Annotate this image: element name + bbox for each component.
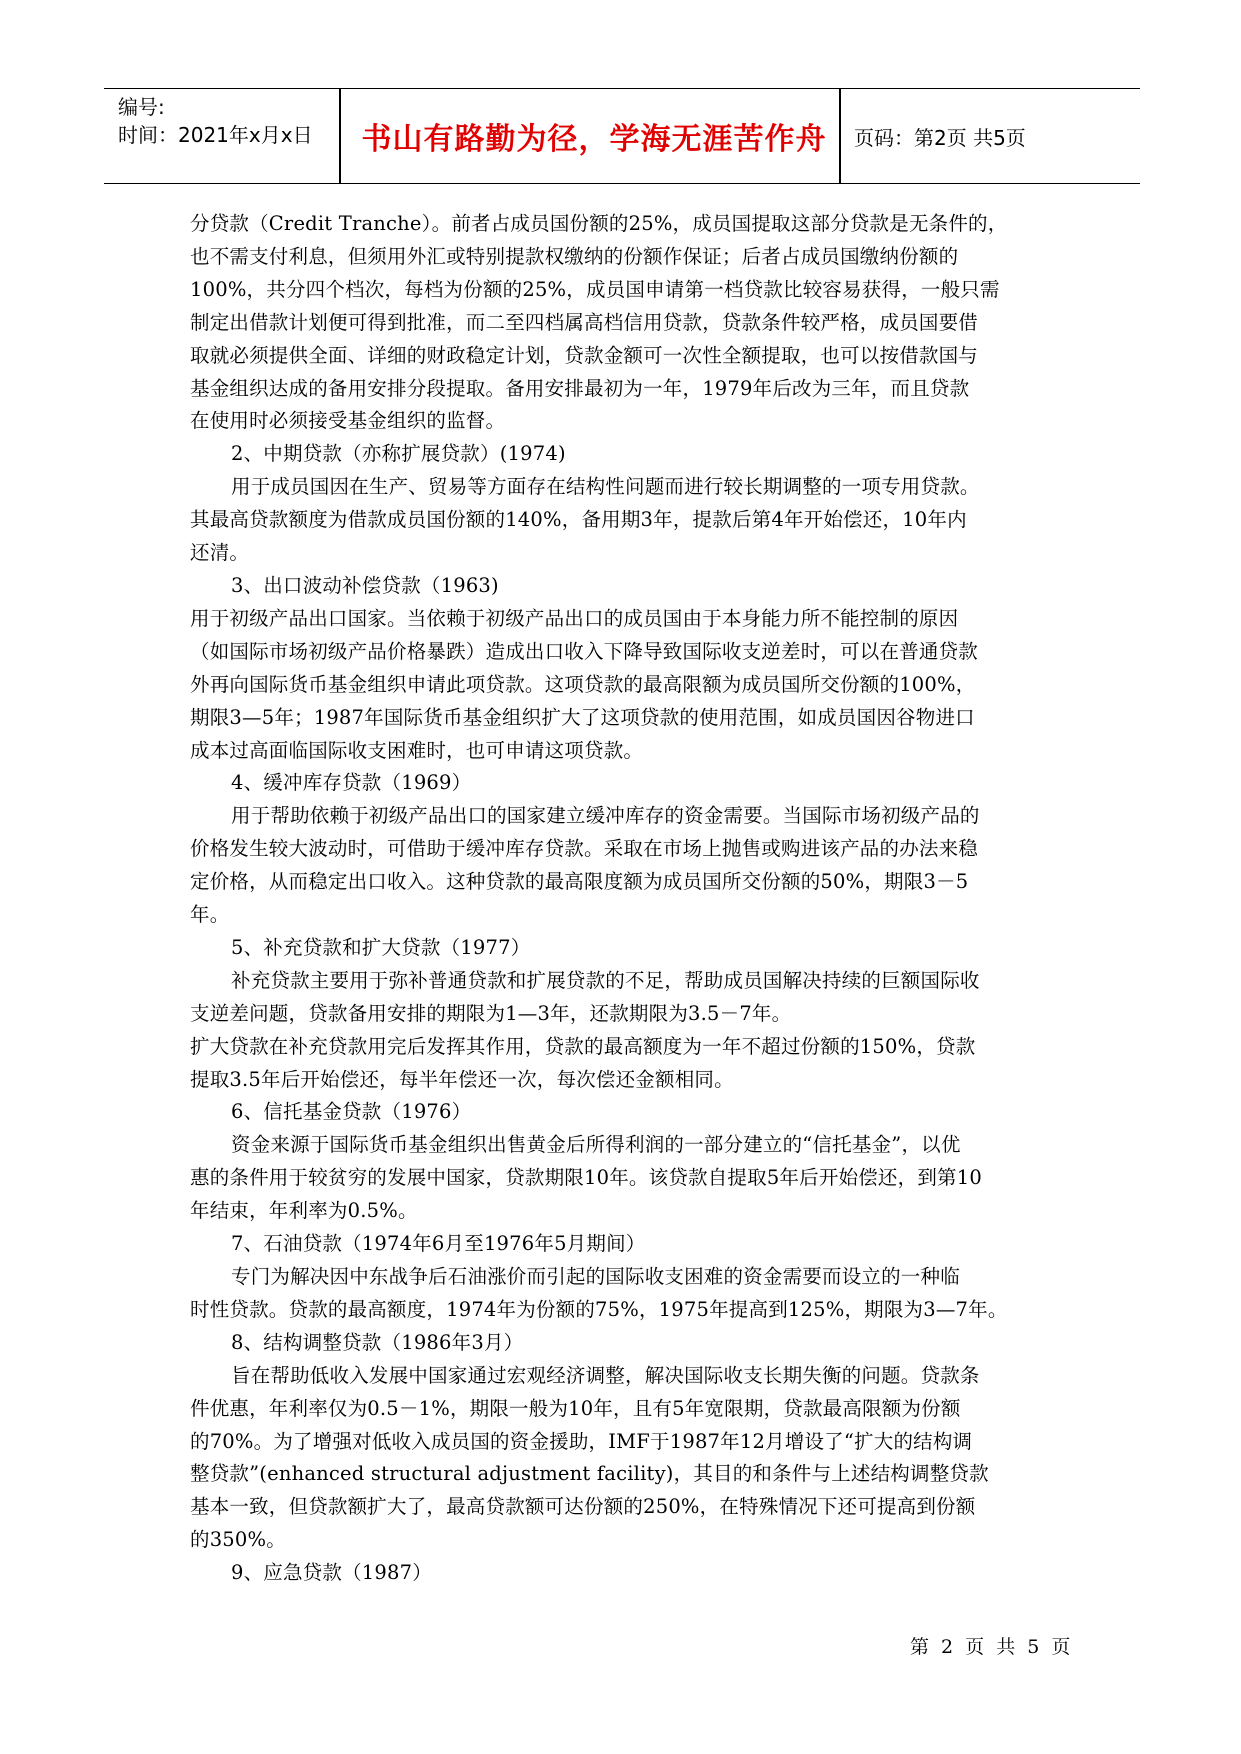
body-line: 的70%。为了增强对低收入成员国的资金援助，IMF于1987年12月增设了“扩大的结构调 [190,1429,973,1453]
body-line: 补充贷款主要用于弥补普通贷款和扩展贷款的不足，帮助成员国解决持续的巨额国际收 [231,968,980,992]
body-line: 基金组织达成的备用安排分段提取。备用安排最初为一年，1979年后改为三年，而且贷款 [190,376,970,400]
body-line: 用于帮助依赖于初级产品出口的国家建立缓冲库存的资金需要。当国际市场初级产品的 [231,804,980,828]
body-line: 整贷款”(enhanced structural adjustment facility)，其目的和条件与上述结构调整贷款 [190,1462,989,1486]
section-heading: 6、信托基金贷款（1976） [231,1100,472,1124]
body-line: 提取3.5年后开始偿还，每半年偿还一次，每次偿还金额相同。 [190,1067,734,1091]
section-heading: 7、石油贷款（1974年6月至1976年5月期间） [231,1232,646,1256]
section-heading: 2、中期贷款（亦称扩展贷款）(1974) [231,442,566,466]
header-motto: 书山有路勤为径，学海无涯苦作舟 [361,122,827,157]
body-line: 100%，共分四个档次，每档为份额的25%，成员国申请第一档贷款比较容易获得，一般只需 [190,277,1000,301]
body-line: 用于成员国因在生产、贸易等方面存在结构性问题而进行较长期调整的一项专用贷款。 [231,475,980,499]
page-footer: 第 2 页 共 5 页 [910,1636,1074,1658]
section-heading: 3、出口波动补偿贷款（1963) [231,573,499,597]
body-line: 件优惠，年利率仅为0.5－1%，期限一般为10年，且有5年宽限期，贷款最高限额为份额 [190,1396,961,1420]
section-heading: 9、应急贷款（1987） [231,1561,432,1585]
body-line: （如国际市场初级产品价格暴跌）造成出口收入下降导致国际收支逆差时，可以在普通贷款 [190,639,979,663]
header-info [118,93,313,149]
body-line: 用于初级产品出口国家。当依赖于初级产品出口的成员国由于本身能力所不能控制的原因 [190,606,959,630]
body-line: 外再向国际货币基金组织申请此项贷款。这项贷款的最高限额为成员国所交份额的100%， [190,672,976,696]
body-line: 也不需支付利息，但须用外汇或特别提款权缴纳的份额作保证；后者占成员国缴纳份额的 [190,244,959,268]
body-line: 专门为解决因中东战争后石油涨价而引起的国际收支困难的资金需要而设立的一种临 [231,1265,960,1288]
body-line: 其最高贷款额度为借款成员国份额的140%，备用期3年，提款后第4年开始偿还，10年内 [190,508,967,532]
body-line: 扩大贷款在补充贷款用完后发挥其作用，贷款的最高额度为一年不超过份额的150%，贷款 [190,1034,976,1058]
body-line: 旨在帮助低收入发展中国家通过宏观经济调整，解决国际收支长期失衡的问题。贷款条 [231,1363,980,1387]
section-heading: 4、缓冲库存贷款（1969） [231,771,472,795]
body-line: 取就必须提供全面、详细的财政稳定计划，贷款金额可一次性全额提取，也可以按借款国与 [190,343,979,367]
document-body [190,208,1070,1590]
body-line: 的350%。 [190,1528,286,1552]
body-line: 期限3—5年；1987年国际货币基金组织扩大了这项贷款的使用范围，如成员国因谷物进口 [190,705,975,729]
header-page-number: 页码：第2页 共5页 [854,125,1026,150]
document-number-label: 编号: [118,95,165,119]
body-line: 年结束，年利率为0.5%。 [190,1199,418,1223]
body-line: 在使用时必须接受基金组织的监督。 [190,409,506,433]
body-line: 分贷款（Credit Tranche）。前者占成员国份额的25%，成员国提取这部分贷款是无条件的， [190,212,1008,235]
body-line: 价格发生较大波动时，可借助于缓冲库存贷款。采取在市场上抛售或购进该产品的办法来稳 [190,837,979,861]
header-divider [339,89,341,183]
body-line: 时性贷款。贷款的最高额度，1974年为份额的75%，1975年提高到125%，期限为3—7年。 [190,1297,1008,1321]
body-line: 年。 [190,903,230,927]
body-line: 资金来源于国际货币基金组织出售黄金后所得利润的一部分建立的“信托基金”，以优 [231,1133,961,1157]
body-line: 惠的条件用于较贫穷的发展中国家，贷款期限10年。该贷款自提取5年后开始偿还，到第10 [190,1166,982,1190]
body-line: 支逆差问题，贷款备用安排的期限为1—3年，还款期限为3.5－7年。 [190,1001,792,1025]
document-time-label: 时间：2021年x月x日 [118,123,313,147]
body-line: 基本一致，但贷款额扩大了，最高贷款额可达份额的250%，在特殊情况下还可提高到份额 [190,1495,976,1519]
body-line: 制定出借款计划便可得到批准，而二至四档属高档信用贷款，贷款条件较严格，成员国要借 [190,310,979,334]
body-line: 成本过高面临国际收支困难时，也可申请这项贷款。 [190,738,644,762]
section-heading: 8、结构调整贷款（1986年3月） [231,1330,524,1354]
section-heading: 5、补充贷款和扩大贷款（1977） [231,935,531,959]
body-line: 还清。 [190,541,250,565]
page-header [104,88,1140,184]
header-divider [839,89,841,183]
body-line: 定价格，从而稳定出口收入。这种贷款的最高限度额为成员国所交份额的50%，期限3－5 [190,870,969,894]
